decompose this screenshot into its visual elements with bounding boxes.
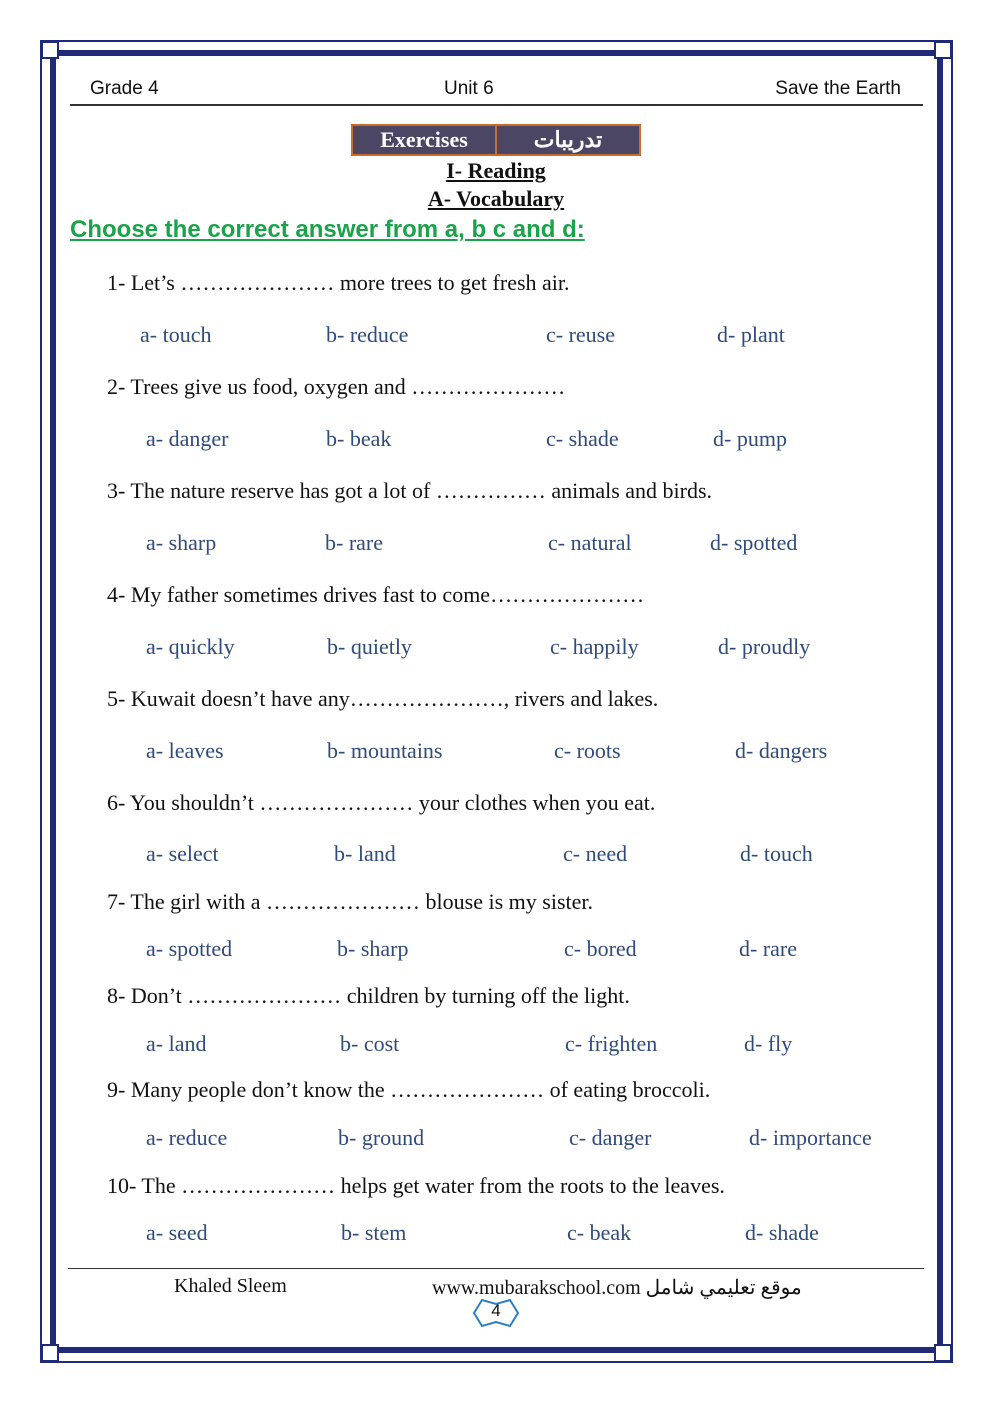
answer-option[interactable]: d- spotted <box>710 530 798 555</box>
answer-option[interactable]: c- reuse <box>546 322 616 347</box>
exercises-box <box>351 124 641 156</box>
question-text: 8- Don’t ………………… children by turning off the light. <box>107 983 630 1008</box>
page-header <box>70 76 923 106</box>
question-text: 7- The girl with a ………………… blouse is my sister. <box>107 889 594 914</box>
answer-option[interactable]: b- land <box>334 841 396 866</box>
header-grade: Grade 4 <box>90 78 159 99</box>
answer-option[interactable]: d- dangers <box>735 738 828 763</box>
frame-corner <box>934 1344 952 1362</box>
page-number: 4 <box>491 1301 501 1320</box>
answer-option[interactable]: c- bored <box>564 936 637 961</box>
answer-option[interactable]: b- mountains <box>327 738 443 763</box>
answer-option[interactable]: a- land <box>146 1031 207 1056</box>
frame-corner <box>934 41 952 59</box>
answer-option[interactable]: d- fly <box>744 1031 793 1056</box>
question-text: 4- My father sometimes drives fast to come………………… <box>107 582 645 607</box>
footer-website: www.mubarakschool.com موقع تعليمي شامل <box>432 1277 802 1299</box>
answer-option[interactable]: d- importance <box>749 1125 872 1150</box>
question-text: 6- You shouldn’t ………………… your clothes when you eat. <box>107 790 656 815</box>
answer-option[interactable]: b- cost <box>340 1031 400 1056</box>
answer-option[interactable]: b- ground <box>338 1125 425 1150</box>
answer-option[interactable]: b- beak <box>326 426 392 451</box>
answer-option[interactable]: d- plant <box>717 322 785 347</box>
answer-option[interactable]: c- frighten <box>565 1031 658 1056</box>
frame-corner <box>41 41 59 59</box>
footer-author: Khaled Sleem <box>174 1275 287 1297</box>
answer-option[interactable]: a- sharp <box>146 530 217 555</box>
answer-option[interactable]: d- pump <box>713 426 787 451</box>
answer-option[interactable]: d- proudly <box>718 634 811 659</box>
question-text: 2- Trees give us food, oxygen and ………………… <box>107 374 566 399</box>
section-vocabulary-title: A- Vocabulary <box>427 186 565 211</box>
section-reading-title: I- Reading <box>446 158 546 183</box>
question-text: 9- Many people don’t know the ………………… of eating broccoli. <box>107 1077 711 1102</box>
exercises-label-arabic: تدريبات <box>533 127 603 152</box>
footer-divider <box>68 1268 924 1269</box>
answer-option[interactable]: c- shade <box>546 426 619 451</box>
answer-option[interactable]: a- reduce <box>146 1125 228 1150</box>
answer-option[interactable]: c- roots <box>554 738 621 763</box>
frame-corner <box>41 1344 59 1362</box>
page-number-badge <box>466 1296 526 1330</box>
question-text: 3- The nature reserve has got a lot of …………… animals and birds. <box>107 478 713 503</box>
answer-option[interactable]: c- danger <box>569 1125 652 1150</box>
answer-option[interactable]: a- seed <box>146 1220 208 1245</box>
answer-option[interactable]: a- spotted <box>146 936 233 961</box>
answer-option[interactable]: b- quietly <box>327 634 412 659</box>
header-unit: Unit 6 <box>444 78 494 99</box>
question-text: 10- The ………………… helps get water from the roots to the leaves. <box>107 1173 725 1198</box>
answer-option[interactable]: d- rare <box>739 936 798 961</box>
header-topic: Save the Earth <box>775 78 901 99</box>
question-text: 1- Let’s ………………… more trees to get fresh air. <box>107 270 570 295</box>
answer-option[interactable]: c- need <box>563 841 628 866</box>
answer-option[interactable]: b- reduce <box>326 322 409 347</box>
answer-option[interactable]: c- happily <box>550 634 639 659</box>
answer-option[interactable]: c- natural <box>548 530 632 555</box>
answer-option[interactable]: a- danger <box>146 426 229 451</box>
answer-option[interactable]: c- beak <box>567 1220 632 1245</box>
answer-option[interactable]: b- rare <box>325 530 384 555</box>
answer-option[interactable]: b- sharp <box>337 936 409 961</box>
answer-option[interactable]: a- quickly <box>146 634 235 659</box>
answer-option[interactable]: b- stem <box>341 1220 407 1245</box>
answer-option[interactable]: d- touch <box>740 841 813 866</box>
answer-option[interactable]: a- touch <box>140 322 212 347</box>
question-text: 5- Kuwait doesn’t have any…………………, rivers and lakes. <box>107 686 659 711</box>
answer-option[interactable]: d- shade <box>745 1220 819 1245</box>
exercises-label-english: Exercises <box>380 127 468 152</box>
answer-option[interactable]: a- select <box>146 841 219 866</box>
answer-option[interactable]: a- leaves <box>146 738 224 763</box>
instruction-text: Choose the correct answer from a, b c and d: <box>70 216 585 243</box>
